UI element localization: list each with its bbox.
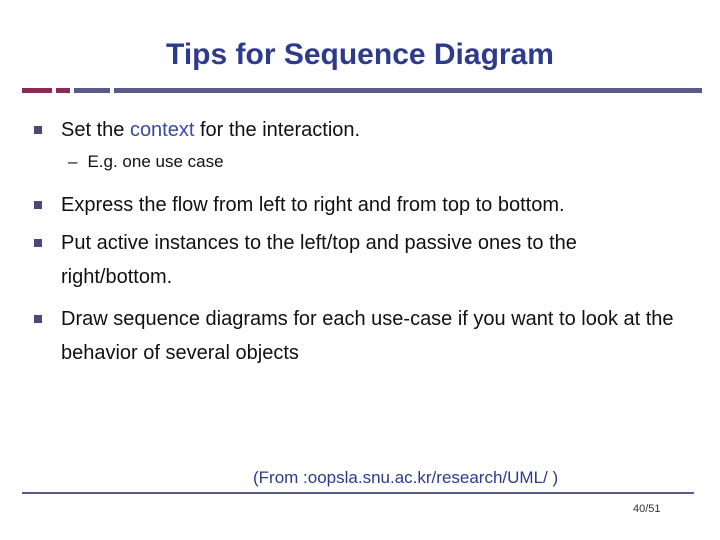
page-number: 40/51 (633, 503, 661, 515)
source-citation: (From :oopsla.snu.ac.kr/research/UML/ ) (253, 468, 559, 487)
slide-title: Tips for Sequence Diagram (166, 38, 554, 71)
header-rule (114, 88, 702, 93)
footer-rule (22, 492, 694, 494)
bullet-text: Put active instances to the left/top and passive ones to the right/bottom. (61, 232, 577, 288)
accent-bar (22, 88, 52, 93)
square-bullet-icon (34, 201, 42, 209)
bullet-text: Set the context for the interaction. (61, 119, 361, 141)
bullet-item (34, 113, 686, 147)
bullet-item (34, 226, 686, 294)
square-bullet-icon (34, 315, 42, 323)
bullet-item (34, 302, 686, 370)
bullet-text: Draw sequence diagrams for each use-case if you want to look at the behavior of several objects (61, 308, 674, 364)
sub-bullet-text: E.g. one use case (87, 152, 224, 171)
header-rule (74, 88, 110, 93)
dash-bullet: – (68, 152, 78, 171)
highlight-context: context (129, 119, 195, 141)
bullet-text: Express the flow from left to right and from top to bottom. (61, 194, 565, 216)
square-bullet-icon (34, 126, 42, 134)
accent-bar (56, 88, 70, 93)
bullet-item (34, 188, 686, 222)
square-bullet-icon (34, 239, 42, 247)
sub-bullet-item (68, 152, 224, 172)
